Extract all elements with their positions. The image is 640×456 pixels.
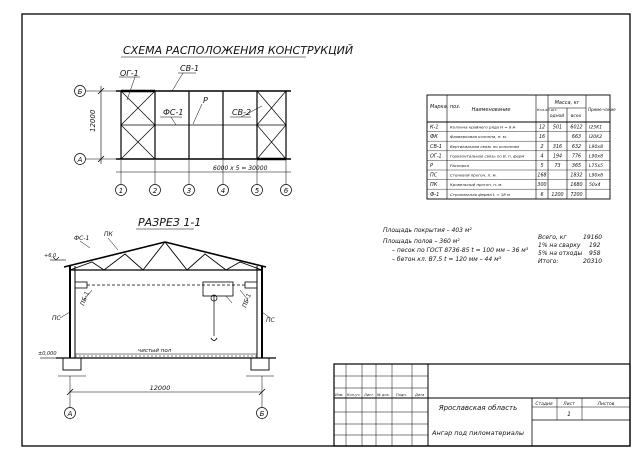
plan-col-label: 5 (254, 187, 260, 195)
stamp-col: Кол.уч. (347, 393, 361, 397)
table-row (430, 182, 601, 188)
table-cell-qty: 300 (537, 183, 547, 189)
section-label-pk: ПК (104, 231, 113, 238)
table-cell-qty: 4 (540, 154, 544, 160)
stamp-col: Изм. (335, 393, 344, 397)
table-cell-mark: ПС (430, 172, 438, 179)
stamp-org: Ярославская область (438, 404, 518, 412)
section-title: РАЗРЕЗ 1-1 (138, 216, 202, 229)
table-cell-name: Горизонтальная связь по В. п. ферм (450, 153, 525, 159)
table-cell-note: L90х8 (589, 154, 604, 160)
table-cell-mark: ФК (430, 134, 438, 141)
table-cell-name: Распорка (450, 163, 469, 168)
table-cell-note: I20K2 (589, 135, 603, 141)
table-rows (430, 125, 603, 198)
section-span-dim: 12000 (149, 384, 171, 392)
table-cell-name: Стропильная ферма L = 18 м (450, 191, 510, 197)
total-value: 958 (589, 250, 601, 257)
table-cell-mark: ОГ-1 (430, 153, 442, 160)
table-cell-qty: 6 (540, 192, 544, 198)
section-frame (40, 238, 276, 404)
table-cell-note: L90х8 (589, 173, 604, 179)
table-cell-name: Стеновой прогон, п. м. (450, 172, 497, 178)
stamp-sheet-value: 1 (567, 411, 571, 418)
stamp-col: Подп. (396, 393, 407, 397)
plan-col-axis-2 (150, 185, 161, 196)
total-label: 1% на сварку (538, 242, 581, 249)
plan-col-label: 2 (152, 187, 158, 195)
plan-col-label: 4 (220, 187, 226, 195)
table-row (430, 192, 583, 198)
table-cell-qty: 12 (538, 125, 546, 131)
plan-col-axis-6 (281, 185, 292, 196)
table-cell-all: 1832 (570, 173, 583, 179)
total-value: 192 (589, 242, 601, 249)
table-cell-all: 6012 (570, 125, 583, 131)
table-cell-name: Кровельный прогон, п. м. (450, 182, 503, 188)
total-value: 19160 (583, 234, 603, 241)
section-axis-label: Б (259, 410, 265, 418)
plan-span-dim: 12000 (89, 109, 97, 132)
table-cell-mark: К-1 (430, 124, 439, 131)
table-cell-qty: 5 (540, 164, 544, 169)
sheet-frame (22, 14, 630, 446)
table-row (430, 173, 603, 179)
table-cell-all: 365 (571, 164, 582, 169)
stamp-sheet-label: Лист (563, 402, 575, 407)
table-cell-mark: ПК (430, 182, 438, 189)
table-cell-name: Вертикальная связь по колоннам (450, 143, 519, 149)
stamp-col: № док. (377, 393, 390, 397)
table-cell-note: 50х4 (589, 183, 601, 189)
plan-label-sv2: СВ-2 (232, 108, 252, 117)
plan-col-label: 3 (186, 187, 192, 195)
stamp-stage-label: Стадия (535, 402, 553, 407)
section-label-fs1: ФС-1 (74, 235, 90, 242)
table-header-mark: Марка, поз. (430, 104, 461, 110)
plan-bay-dim: 6000 х 5 = 30000 (213, 165, 268, 172)
plan-row-label: А (77, 156, 83, 164)
table-cell-all: 1680 (570, 183, 583, 189)
table-header-qty: Кол-во шт. (537, 108, 558, 112)
table-cell-all: 632 (571, 144, 582, 150)
table-cell-one: 501 (552, 125, 563, 131)
plan-col-axis-1 (116, 185, 127, 196)
table-cell-all: 7200 (570, 192, 583, 198)
note-line: – бетон кл. В7,5 t = 120 мм – 44 м³ (392, 256, 502, 263)
table-row (430, 153, 603, 159)
section-label-pb1-right: ПБ-1 (241, 292, 253, 309)
section-height-mark: +6,0 (44, 253, 57, 259)
total-value: 20310 (583, 258, 603, 265)
plan-row-axis-b (75, 86, 97, 97)
table-header-mass-all: всех (570, 114, 582, 119)
total-label: Всего, кг (538, 234, 567, 241)
table-row (430, 144, 603, 150)
plan-row-label: Б (77, 88, 83, 96)
section-floor-label: чистый пол (138, 348, 172, 354)
plan-title: СХЕМА РАСПОЛОЖЕНИЯ КОНСТРУКЦИЙ (123, 44, 354, 57)
plan-col-axis-4 (218, 185, 229, 196)
table-row (430, 163, 603, 169)
table-cell-all: 663 (571, 135, 582, 141)
plan-col-axis-3 (184, 185, 195, 196)
table-cell-name: Фахверковая колонна, п. м. (450, 134, 507, 140)
table-cell-one: 73 (554, 164, 561, 169)
section-label-ps-right: ПС (266, 317, 275, 324)
table-cell-qty: 16 (538, 135, 546, 141)
table-header-note: Приме-чание (588, 107, 616, 112)
plan-col-label: 6 (283, 187, 289, 195)
note-line: Площадь покрытия – 403 м² (383, 227, 472, 234)
plan-row-axis-a (75, 154, 97, 165)
note-line: – песок по ГОСТ 8736-85 t = 100 мм – 36 м³ (392, 247, 529, 254)
stamp-sheets-label: Листов (597, 402, 615, 407)
plan-label-r: Р (203, 96, 208, 105)
table-cell-all: 776 (571, 154, 582, 160)
table-cell-mark: Р (430, 163, 434, 169)
table-row (430, 134, 602, 140)
table-cell-mark: СВ-1 (430, 143, 442, 150)
table-cell-one: 1200 (551, 192, 564, 198)
stamp-col: Дата (415, 393, 425, 397)
table-cell-name: Колонна крайнего ряда Н = 8 м (450, 124, 516, 130)
section-axis-a (65, 404, 76, 419)
table-row (430, 125, 602, 131)
section-axis-b (257, 404, 268, 419)
table-cell-note: L90х8 (589, 144, 604, 150)
stamp-title: Ангар под пиломатериалы (432, 429, 524, 437)
table-cell-mark: Ф-1 (430, 191, 440, 198)
table-cell-one: 316 (552, 144, 563, 150)
table-cell-qty: 168 (537, 173, 547, 179)
section-label-pb1-left: ПБ-1 (79, 290, 91, 307)
section-label-ps-left: ПС (52, 315, 61, 322)
note-line: Площадь полов – 360 м² (383, 238, 460, 245)
plan-label-og1: ОГ-1 (120, 69, 139, 78)
total-label: 5% на отходы (538, 250, 583, 257)
table-header-name: Наименование (471, 107, 511, 113)
section-axis-label: А (67, 410, 73, 418)
section-zero-mark: ±0,000 (38, 351, 57, 357)
table-header-mass: Масса, кг (554, 100, 580, 106)
total-label: Итого: (538, 258, 559, 265)
plan-col-label: 1 (118, 187, 124, 195)
plan-label-sv1: СВ-1 (180, 64, 200, 73)
table-cell-qty: 2 (540, 144, 544, 150)
stamp-col: Лист (364, 393, 374, 397)
plan-col-axis-5 (252, 185, 263, 196)
plan-label-fs1: ФС-1 (163, 108, 184, 117)
table-cell-note: L75х5 (589, 164, 604, 169)
table-header-mass-one: одной (549, 114, 565, 119)
table-cell-note: I25K1 (589, 125, 603, 131)
table-cell-one: 194 (552, 154, 563, 160)
